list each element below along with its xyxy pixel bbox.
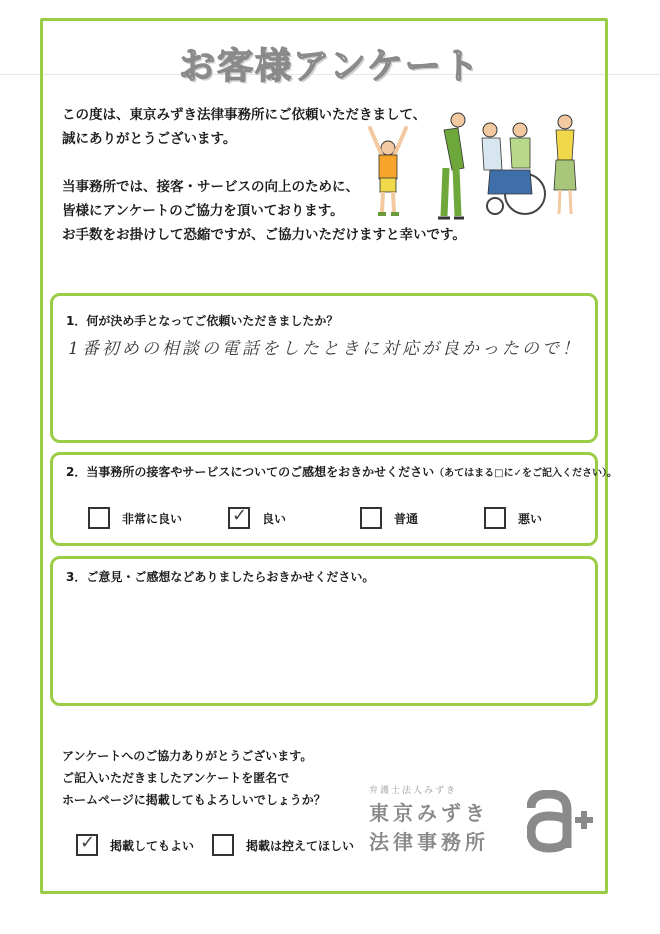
option-label: 掲載してもよい bbox=[110, 838, 195, 853]
checkbox-publish-ok[interactable] bbox=[76, 834, 98, 856]
checkbox-average[interactable] bbox=[360, 507, 382, 529]
checkbox-bad[interactable] bbox=[484, 507, 506, 529]
woman-figure bbox=[554, 115, 576, 214]
intro-line: 皆様にアンケートのご協力を頂いております。 bbox=[62, 203, 344, 219]
logo-name-line2: 法律事務所 bbox=[369, 830, 489, 854]
option-very-good[interactable] bbox=[88, 507, 182, 529]
checkbox-very-good[interactable] bbox=[88, 507, 110, 529]
wheelchair-figure bbox=[482, 123, 545, 214]
q2-question bbox=[66, 463, 617, 480]
people-illustration bbox=[360, 108, 590, 223]
option-good[interactable] bbox=[228, 507, 286, 529]
staff-figure bbox=[438, 113, 465, 218]
closing-line: ご記入いただきましたアンケートを匿名で bbox=[62, 771, 290, 785]
page-title: お客様アンケート bbox=[179, 46, 481, 87]
closing-line: ホームページに掲載してもよろしいでしょうか？ bbox=[62, 793, 326, 807]
closing-text bbox=[62, 745, 326, 811]
logo-mark bbox=[527, 790, 597, 854]
q2-question-text: 2．当事務所の接客やサービスについてのご感想をおきかせください bbox=[66, 465, 435, 479]
check-icon: ✓ bbox=[232, 505, 248, 526]
option-label: 非常に良い bbox=[122, 511, 183, 526]
q2-question-note: （あてはまる□に✓をご記入ください）。 bbox=[434, 468, 617, 479]
checkbox-good[interactable] bbox=[228, 507, 250, 529]
option-label: 悪い bbox=[518, 511, 543, 526]
check-icon: ✓ bbox=[80, 832, 96, 853]
intro-line: 誠にありがとうございます。 bbox=[62, 131, 237, 147]
q1-question: 1．何が決め手となってご依頼いただきましたか？ bbox=[66, 314, 339, 328]
logo-name-line1: 東京みずき bbox=[369, 801, 489, 825]
q1-answer[interactable]: 1番初めの相談の電話をしたときに対応が良かったので！ bbox=[68, 339, 582, 359]
option-label: 普通 bbox=[394, 511, 419, 526]
option-publish-no[interactable] bbox=[212, 834, 354, 856]
option-publish-ok[interactable] bbox=[76, 834, 194, 856]
option-average[interactable] bbox=[360, 507, 418, 529]
option-bad[interactable] bbox=[484, 507, 542, 529]
q3-answer-area[interactable] bbox=[66, 592, 586, 696]
option-label: 掲載は控えてほしい bbox=[246, 838, 355, 853]
option-label: 良い bbox=[262, 511, 287, 526]
child-figure bbox=[370, 128, 406, 214]
intro-line: この度は、東京みずき法律事務所にご依頼いただきまして、 bbox=[62, 107, 427, 123]
intro-line: お手数をお掛けして恐縮ですが、ご協力いただけますと幸いです。 bbox=[62, 227, 466, 243]
closing-line: アンケートへのご協力ありがとうございます。 bbox=[62, 749, 313, 763]
intro-line: 当事務所では、接客・サービスの向上のために、 bbox=[62, 179, 359, 195]
checkbox-publish-no[interactable] bbox=[212, 834, 234, 856]
logo-subtitle: 弁護士法人みずき bbox=[369, 786, 458, 796]
q3-question: 3．ご意見・ご感想などありましたらおきかせください。 bbox=[66, 570, 375, 584]
